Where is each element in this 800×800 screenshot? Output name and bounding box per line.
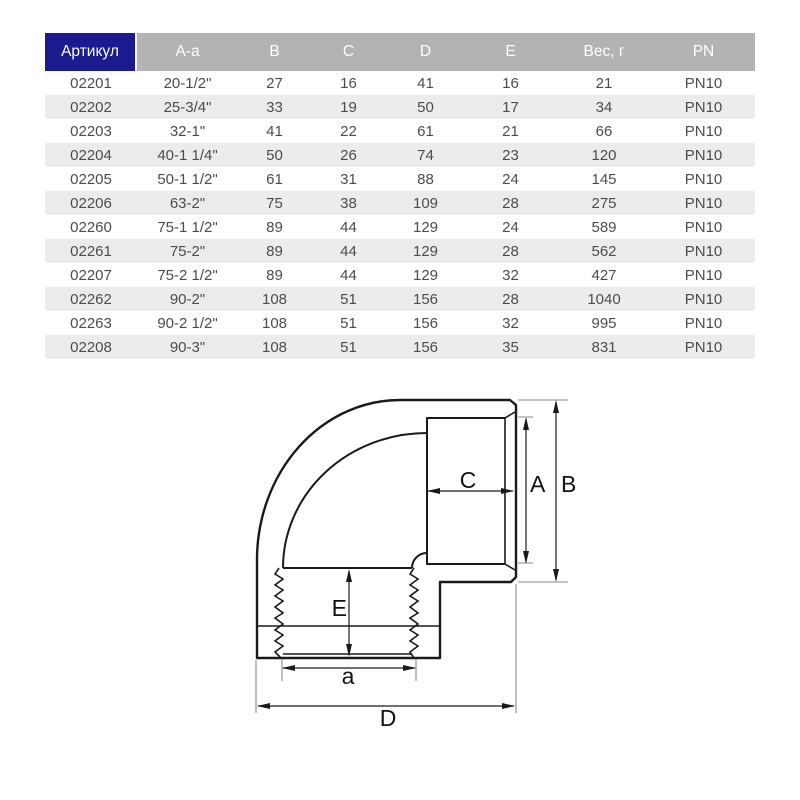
dim-label-E: E (331, 595, 347, 621)
dimensions-table (45, 33, 755, 359)
table-body (45, 71, 755, 359)
table-cell: 63-2" (137, 191, 238, 215)
arrowhead (553, 569, 559, 582)
table-cell: 61 (386, 119, 465, 143)
arrowhead (346, 569, 352, 582)
arrowhead (282, 665, 295, 671)
table-cell: 129 (386, 263, 465, 287)
table-cell: PN10 (652, 287, 755, 311)
table-cell: 16 (465, 71, 556, 95)
table-cell: 17 (465, 95, 556, 119)
table-cell: PN10 (652, 311, 755, 335)
table-cell: PN10 (652, 215, 755, 239)
table-cell: 562 (556, 239, 652, 263)
table-cell: 31 (311, 167, 386, 191)
table-cell: 129 (386, 239, 465, 263)
table-cell: 156 (386, 335, 465, 359)
table-cell: 120 (556, 143, 652, 167)
table-row (45, 239, 755, 263)
table-cell: 51 (311, 287, 386, 311)
table-cell: 21 (465, 119, 556, 143)
table-cell: 20-1/2" (137, 71, 238, 95)
table-cell: 831 (556, 335, 652, 359)
table-cell: 38 (311, 191, 386, 215)
table-cell: 108 (238, 335, 311, 359)
table-header (45, 33, 755, 71)
table-cell: 32 (465, 263, 556, 287)
table-cell: 89 (238, 239, 311, 263)
table-cell: PN10 (652, 263, 755, 287)
table-cell: 129 (386, 215, 465, 239)
table-cell: 75 (238, 191, 311, 215)
table-cell: 02205 (45, 167, 137, 191)
header-cell-e: E (465, 33, 556, 71)
header-cell-pn: PN (652, 33, 755, 71)
table-cell: 90-2 1/2" (137, 311, 238, 335)
extension-lines (256, 400, 568, 713)
arrowhead (523, 417, 529, 430)
arrowhead (501, 488, 514, 494)
table-cell: 22 (311, 119, 386, 143)
table-cell: 427 (556, 263, 652, 287)
table-cell: 75-2 1/2" (137, 263, 238, 287)
elbow-fitting-diagram (0, 380, 800, 800)
table-cell: 44 (311, 263, 386, 287)
table-row (45, 143, 755, 167)
thread-zigzag-right (410, 568, 418, 658)
table-row (45, 215, 755, 239)
table-cell: 28 (465, 287, 556, 311)
table-cell: 109 (386, 191, 465, 215)
arrowhead (346, 644, 352, 657)
table-cell: PN10 (652, 335, 755, 359)
table-cell: 16 (311, 71, 386, 95)
table-cell: PN10 (652, 167, 755, 191)
table-cell: 1040 (556, 287, 652, 311)
table-cell: 41 (238, 119, 311, 143)
table-cell: 108 (238, 287, 311, 311)
table-cell: 02203 (45, 119, 137, 143)
table-cell: 156 (386, 311, 465, 335)
arrowhead (523, 551, 529, 564)
table-row (45, 95, 755, 119)
table-cell: 19 (311, 95, 386, 119)
table-row (45, 191, 755, 215)
table-row (45, 287, 755, 311)
table-row (45, 119, 755, 143)
table-cell: PN10 (652, 191, 755, 215)
table-row (45, 311, 755, 335)
table-cell: 02260 (45, 215, 137, 239)
table-cell: 02262 (45, 287, 137, 311)
table-cell: 995 (556, 311, 652, 335)
table-cell: 34 (556, 95, 652, 119)
table-cell: 21 (556, 71, 652, 95)
table-cell: 50-1 1/2" (137, 167, 238, 191)
header-cell-d: D (386, 33, 465, 71)
table-cell: 02206 (45, 191, 137, 215)
table-cell: 51 (311, 311, 386, 335)
table-cell: 156 (386, 287, 465, 311)
table-cell: PN10 (652, 143, 755, 167)
table-cell: 75-2" (137, 239, 238, 263)
table-cell: 02261 (45, 239, 137, 263)
inner-corner-fillet (412, 553, 427, 568)
table-cell: 33 (238, 95, 311, 119)
table-cell: 89 (238, 215, 311, 239)
table-cell: PN10 (652, 71, 755, 95)
table-cell: 74 (386, 143, 465, 167)
table-cell: 90-3" (137, 335, 238, 359)
arrowhead (553, 400, 559, 413)
header-cell-weight: Вес, г (556, 33, 652, 71)
table-row (45, 167, 755, 191)
table-cell: 02202 (45, 95, 137, 119)
table-cell: 24 (465, 167, 556, 191)
table-cell: 24 (465, 215, 556, 239)
header-cell-article: Артикул (45, 33, 137, 71)
dim-label-a: a (341, 663, 355, 689)
table-row (45, 71, 755, 95)
table-cell: 51 (311, 335, 386, 359)
table-cell: 32 (465, 311, 556, 335)
table-row (45, 263, 755, 287)
table-cell: 589 (556, 215, 652, 239)
table-cell: 02207 (45, 263, 137, 287)
table-cell: PN10 (652, 119, 755, 143)
table-cell: 27 (238, 71, 311, 95)
table-cell: 90-2" (137, 287, 238, 311)
table-cell: 28 (465, 239, 556, 263)
table-cell: 23 (465, 143, 556, 167)
dim-label-C: C (459, 467, 477, 493)
header-cell-c: C (311, 33, 386, 71)
table-cell: 25-3/4" (137, 95, 238, 119)
thread-zigzag-left (275, 568, 283, 658)
table-cell: 02204 (45, 143, 137, 167)
table-cell: 61 (238, 167, 311, 191)
arrowhead (502, 703, 515, 709)
table-cell: 88 (386, 167, 465, 191)
table-cell: 02208 (45, 335, 137, 359)
dim-label-D: D (379, 705, 397, 731)
table-cell: 02263 (45, 311, 137, 335)
table-cell: 26 (311, 143, 386, 167)
table-cell: 50 (386, 95, 465, 119)
dim-label-A: A (530, 471, 546, 497)
table-cell: 35 (465, 335, 556, 359)
arrowhead (257, 703, 270, 709)
header-cell-aa: A-a (137, 33, 238, 71)
table-cell: 145 (556, 167, 652, 191)
table-cell: PN10 (652, 95, 755, 119)
table-cell: 32-1" (137, 119, 238, 143)
table-cell: 40-1 1/4" (137, 143, 238, 167)
table-cell: 66 (556, 119, 652, 143)
table-cell: 89 (238, 263, 311, 287)
dim-label-B: B (561, 471, 577, 497)
table-cell: 50 (238, 143, 311, 167)
table-cell: 75-1 1/2" (137, 215, 238, 239)
table-cell: 02201 (45, 71, 137, 95)
table-cell: PN10 (652, 239, 755, 263)
table-row (45, 335, 755, 359)
table-cell: 28 (465, 191, 556, 215)
elbow-inner-arc (283, 433, 427, 568)
table-cell: 41 (386, 71, 465, 95)
table-cell: 44 (311, 239, 386, 263)
table-cell: 275 (556, 191, 652, 215)
arrowhead (427, 488, 440, 494)
table-cell: 108 (238, 311, 311, 335)
table-cell: 44 (311, 215, 386, 239)
header-cell-b: B (238, 33, 311, 71)
arrowhead (403, 665, 416, 671)
